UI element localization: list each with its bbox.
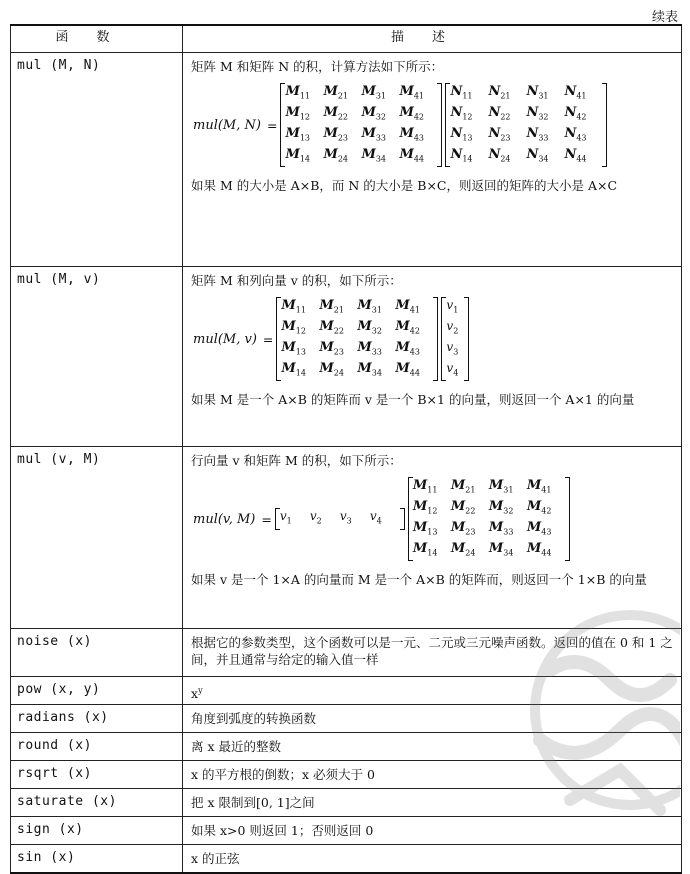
matrix-cell xyxy=(564,146,602,168)
matrix-cell-symbol: M xyxy=(323,125,338,141)
matrix-cell-symbol: N xyxy=(488,104,501,120)
matrix-cell xyxy=(281,297,319,319)
matrix-cell xyxy=(450,125,488,147)
vector-cell xyxy=(446,360,464,381)
matrix-cell-subscript: 13 xyxy=(295,347,306,357)
matrix-cell-subscript: 12 xyxy=(462,112,473,122)
equals-sign: = xyxy=(266,117,278,133)
matrix-cell-symbol: M xyxy=(281,339,296,355)
matrix-cell-subscript: 33 xyxy=(375,133,387,143)
matrix-m xyxy=(408,477,570,561)
matrix-cell-symbol: N xyxy=(526,83,539,99)
matrix-cell xyxy=(488,104,526,126)
matrix-cell-subscript: 14 xyxy=(427,548,438,558)
matrix-cell-symbol: M xyxy=(323,83,338,99)
matrix-cell-subscript: 41 xyxy=(409,305,420,315)
func-description: x 的平方根的倒数；x 必须大于 0 xyxy=(183,761,682,789)
matrix-cell-subscript: 22 xyxy=(333,326,344,336)
matrix-cell-symbol: M xyxy=(323,104,338,120)
matrix-cell xyxy=(395,360,433,382)
table-row-round xyxy=(11,733,682,761)
matrix-cell-symbol: M xyxy=(395,318,410,334)
vector-cell-symbol: v xyxy=(446,318,454,333)
matrix-cell-subscript: 41 xyxy=(413,91,425,101)
matrix-cell-subscript: 11 xyxy=(295,305,306,315)
row-vector-v xyxy=(275,508,405,530)
matrix-cell-symbol: M xyxy=(412,477,428,493)
func-description: 根据它的参数类型，这个函数可以是一元、二元或三元噪声函数。返回的值在 0 和 1 之间，并且通常与给定的输入值一样 xyxy=(183,629,682,677)
matrix-cell-subscript: 34 xyxy=(538,154,549,164)
func-description xyxy=(183,267,682,447)
vector-cell xyxy=(446,297,464,318)
matrix-cell-symbol: N xyxy=(564,125,577,141)
matrix-cell xyxy=(527,498,565,520)
vector-cell xyxy=(446,339,464,360)
func-description xyxy=(183,53,682,267)
func-description: 把 x 限制到[0, 1]之间 xyxy=(183,789,682,817)
vector-cell xyxy=(310,508,340,529)
vector-cell-subscript: 3 xyxy=(453,347,459,357)
vector-cell-subscript: 4 xyxy=(453,368,459,378)
matrix-cell-symbol: N xyxy=(526,146,539,162)
header-function: 函数 xyxy=(11,25,183,53)
column-vector-v xyxy=(441,297,469,381)
matrix-cell-subscript: 32 xyxy=(538,112,549,122)
matrix-cell xyxy=(413,540,451,562)
matrix-cell-subscript: 11 xyxy=(462,91,473,101)
matrix-cell-subscript: 33 xyxy=(503,527,514,537)
func-description: 角度到弧度的转换函数 xyxy=(183,705,682,733)
matrix-cell xyxy=(451,477,489,499)
matrix-cell-subscript: 34 xyxy=(371,368,382,378)
vector-cell xyxy=(340,508,370,529)
matrix-cell-symbol: M xyxy=(488,498,504,514)
matrix-cell-symbol: M xyxy=(488,477,504,493)
matrix-cell-subscript: 31 xyxy=(503,485,514,495)
table-row-noise xyxy=(11,629,682,677)
desc-intro: 行向量 v 和矩阵 M 的积，如下所示： xyxy=(191,453,402,468)
matrix-cell-symbol: M xyxy=(361,83,376,99)
matrix-cell-subscript: 43 xyxy=(413,133,425,143)
matrix-cell-subscript: 31 xyxy=(371,305,382,315)
matrix-cell xyxy=(399,125,437,147)
matrix-cell xyxy=(323,146,361,168)
matrix-cell xyxy=(285,125,323,147)
matrix-cell-symbol: M xyxy=(357,360,372,376)
matrix-cell-symbol: M xyxy=(526,498,542,514)
matrix-cell-symbol: M xyxy=(399,146,414,162)
matrix-cell-symbol: M xyxy=(361,146,376,162)
formula xyxy=(193,297,673,381)
matrix-cell-subscript: 23 xyxy=(333,347,344,357)
table-row-radians xyxy=(11,705,682,733)
matrix-cell-symbol: M xyxy=(395,360,410,376)
desc-note: 如果 M 的大小是 A×B，而 N 的大小是 B×C，则返回的矩阵的大小是 A×C xyxy=(191,178,618,193)
matrix-cell-subscript: 21 xyxy=(333,305,344,315)
table-header-row xyxy=(11,25,682,53)
vector-cell-symbol: v xyxy=(369,509,377,524)
desc-intro: 矩阵 M 和列向量 v 的积，如下所示： xyxy=(191,273,402,288)
matrix-cell-subscript: 12 xyxy=(427,506,438,516)
matrix-cell xyxy=(323,125,361,147)
matrix-cell xyxy=(395,318,433,340)
matrix-cell xyxy=(281,339,319,361)
matrix-cell-symbol: N xyxy=(488,146,501,162)
func-name: pow (x, y) xyxy=(11,677,183,705)
func-name: round (x) xyxy=(11,733,183,761)
matrix-cell xyxy=(489,498,527,520)
vector-cell-symbol: v xyxy=(309,509,317,524)
matrix-cell-symbol: N xyxy=(526,125,539,141)
matrix-cell-symbol: M xyxy=(399,125,414,141)
vector-cell-symbol: v xyxy=(446,360,454,375)
matrix-cell-subscript: 23 xyxy=(337,133,349,143)
matrix-cell-symbol: M xyxy=(319,318,334,334)
matrix-cell xyxy=(451,498,489,520)
table-row-mul-mn xyxy=(11,53,682,267)
matrix-cell xyxy=(489,540,527,562)
matrix-cell-subscript: 13 xyxy=(427,527,438,537)
matrix-cell-subscript: 44 xyxy=(413,154,425,164)
vector-cell-subscript: 4 xyxy=(376,516,382,526)
matrix-cell-symbol: M xyxy=(357,318,372,334)
matrix-m xyxy=(280,83,442,167)
matrix-cell-subscript: 42 xyxy=(541,506,552,516)
matrix-cell-symbol: M xyxy=(395,339,410,355)
matrix-cell-subscript: 11 xyxy=(299,91,311,101)
matrix-cell xyxy=(488,146,526,168)
matrix-cell-subscript: 24 xyxy=(465,548,476,558)
matrix-cell-subscript: 22 xyxy=(337,112,349,122)
matrix-cell xyxy=(488,83,526,105)
matrix-n xyxy=(445,83,607,167)
matrix-cell-subscript: 42 xyxy=(413,112,425,122)
matrix-cell-symbol: M xyxy=(412,498,428,514)
matrix-cell xyxy=(323,83,361,105)
matrix-cell xyxy=(319,318,357,340)
matrix-cell-subscript: 31 xyxy=(375,91,387,101)
matrix-cell-subscript: 24 xyxy=(500,154,511,164)
pow-exponent: y xyxy=(198,686,203,695)
matrix-cell-subscript: 44 xyxy=(541,548,552,558)
matrix-cell-subscript: 31 xyxy=(538,91,549,101)
matrix-cell-subscript: 33 xyxy=(371,347,382,357)
matrix-cell-subscript: 21 xyxy=(500,91,511,101)
matrix-cell xyxy=(357,360,395,382)
matrix-cell xyxy=(413,498,451,520)
matrix-cell xyxy=(361,83,399,105)
matrix-cell xyxy=(526,104,564,126)
matrix-cell xyxy=(285,104,323,126)
matrix-cell-subscript: 23 xyxy=(465,527,476,537)
table-row-mul-vm xyxy=(11,447,682,629)
table-row-pow xyxy=(11,677,682,705)
matrix-cell-symbol: N xyxy=(450,146,463,162)
matrix-cell xyxy=(450,104,488,126)
vector-cell-subscript: 3 xyxy=(346,516,352,526)
matrix-cell xyxy=(285,83,323,105)
matrix-cell-symbol: M xyxy=(285,83,300,99)
matrix-cell xyxy=(281,360,319,382)
matrix-cell-symbol: M xyxy=(526,477,542,493)
matrix-cell-subscript: 14 xyxy=(295,368,306,378)
matrix-cell-symbol: N xyxy=(450,104,463,120)
func-description xyxy=(183,677,682,705)
func-description: x 的正弦 xyxy=(183,845,682,873)
func-name: noise (x) xyxy=(11,629,183,677)
matrix-cell xyxy=(399,104,437,126)
matrix-cell xyxy=(564,104,602,126)
matrix-cell-symbol: M xyxy=(319,339,334,355)
matrix-cell-subscript: 22 xyxy=(465,506,476,516)
matrix-cell xyxy=(323,104,361,126)
matrix-cell xyxy=(489,477,527,499)
matrix-cell-subscript: 12 xyxy=(295,326,306,336)
matrix-cell-subscript: 22 xyxy=(500,112,511,122)
matrix-cell-subscript: 42 xyxy=(409,326,420,336)
func-name: saturate (x) xyxy=(11,789,183,817)
matrix-cell-subscript: 43 xyxy=(541,527,552,537)
func-name: radians (x) xyxy=(11,705,183,733)
vector-cell-symbol: v xyxy=(279,509,287,524)
func-description xyxy=(183,447,682,629)
func-name: sin (x) xyxy=(11,845,183,873)
matrix-cell-symbol: M xyxy=(357,339,372,355)
func-name: sign (x) xyxy=(11,817,183,845)
matrix-cell xyxy=(395,339,433,361)
matrix-cell xyxy=(450,83,488,105)
matrix-cell xyxy=(357,339,395,361)
matrix-cell-symbol: M xyxy=(412,519,428,535)
matrix-cell xyxy=(489,519,527,541)
matrix-cell xyxy=(450,146,488,168)
matrix-cell xyxy=(395,297,433,319)
equals-sign: = xyxy=(261,511,272,527)
table-row-saturate xyxy=(11,789,682,817)
matrix-cell xyxy=(361,146,399,168)
formula xyxy=(193,83,673,167)
vector-cell-symbol: v xyxy=(339,509,347,524)
matrix-cell-subscript: 21 xyxy=(337,91,349,101)
matrix-cell-symbol: M xyxy=(319,360,334,376)
matrix-cell xyxy=(281,318,319,340)
matrix-cell-symbol: M xyxy=(488,519,504,535)
matrix-cell-symbol: M xyxy=(319,297,334,313)
pow-base: x xyxy=(191,686,199,702)
table-row-rsqrt xyxy=(11,761,682,789)
matrix-cell-subscript: 11 xyxy=(427,485,438,495)
continued-label: 续表 xyxy=(651,10,678,25)
formula-lhs: mul(M, v) xyxy=(193,331,257,347)
table-row-sin xyxy=(11,845,682,873)
matrix-cell xyxy=(527,540,565,562)
vector-cell xyxy=(370,508,400,529)
matrix-cell-symbol: M xyxy=(488,540,504,556)
matrix-cell-symbol: M xyxy=(450,519,466,535)
matrix-cell xyxy=(564,83,602,105)
matrix-cell xyxy=(526,125,564,147)
matrix-cell-symbol: M xyxy=(281,318,296,334)
matrix-cell-symbol: N xyxy=(450,125,463,141)
matrix-cell-symbol: M xyxy=(361,104,376,120)
matrix-cell-subscript: 43 xyxy=(576,133,587,143)
func-name: mul (M, v) xyxy=(11,267,183,447)
matrix-cell-symbol: M xyxy=(450,477,466,493)
matrix-cell-symbol: M xyxy=(361,125,376,141)
matrix-cell-symbol: N xyxy=(564,83,577,99)
func-description: 离 x 最近的整数 xyxy=(183,733,682,761)
table-row-mul-mv xyxy=(11,267,682,447)
matrix-cell-subscript: 33 xyxy=(538,133,549,143)
matrix-cell-symbol: M xyxy=(285,125,300,141)
formula-lhs: mul(v, M) xyxy=(193,511,256,527)
matrix-cell xyxy=(564,125,602,147)
matrix-cell-subscript: 12 xyxy=(299,112,311,122)
matrix-cell-symbol: M xyxy=(450,498,466,514)
matrix-cell-subscript: 43 xyxy=(409,347,420,357)
matrix-cell-subscript: 32 xyxy=(375,112,387,122)
func-description: 如果 x>0 则返回 1；否则返回 0 xyxy=(183,817,682,845)
matrix-cell-subscript: 21 xyxy=(465,485,476,495)
matrix-cell-symbol: N xyxy=(488,83,501,99)
matrix-cell-symbol: N xyxy=(526,104,539,120)
matrix-cell-subscript: 34 xyxy=(503,548,514,558)
matrix-cell-subscript: 24 xyxy=(337,154,349,164)
matrix-cell-subscript: 41 xyxy=(576,91,587,101)
matrix-cell xyxy=(488,125,526,147)
vector-cell-subscript: 1 xyxy=(286,516,292,526)
matrix-cell-subscript: 42 xyxy=(576,112,587,122)
vector-cell xyxy=(280,508,310,529)
matrix-cell-symbol: M xyxy=(323,146,338,162)
matrix-cell-subscript: 41 xyxy=(541,485,552,495)
matrix-cell-subscript: 24 xyxy=(333,368,344,378)
matrix-cell xyxy=(285,146,323,168)
matrix-cell-symbol: M xyxy=(285,104,300,120)
func-name: mul (v, M) xyxy=(11,447,183,629)
equals-sign: = xyxy=(262,331,274,347)
matrix-cell-subscript: 14 xyxy=(462,154,473,164)
matrix-cell-subscript: 23 xyxy=(500,133,511,143)
matrix-cell-symbol: M xyxy=(281,297,296,313)
matrix-cell xyxy=(357,318,395,340)
matrix-cell xyxy=(319,339,357,361)
matrix-cell xyxy=(399,83,437,105)
matrix-cell-symbol: M xyxy=(450,540,466,556)
vector-cell-symbol: v xyxy=(446,297,454,312)
header-description: 描述 xyxy=(183,25,682,53)
matrix-cell-subscript: 13 xyxy=(299,133,311,143)
matrix-cell-symbol: N xyxy=(488,125,501,141)
matrix-cell-symbol: M xyxy=(526,519,542,535)
function-table xyxy=(10,24,682,874)
matrix-cell-symbol: M xyxy=(395,297,410,313)
matrix-cell-symbol: M xyxy=(285,146,300,162)
vector-cell-subscript: 2 xyxy=(453,326,459,336)
matrix-cell xyxy=(451,519,489,541)
vector-cell xyxy=(446,318,464,339)
matrix-cell xyxy=(526,83,564,105)
matrix-cell-symbol: N xyxy=(564,146,577,162)
matrix-cell-subscript: 32 xyxy=(503,506,514,516)
matrix-cell xyxy=(526,146,564,168)
matrix-cell-subscript: 14 xyxy=(299,154,311,164)
table-row-sign xyxy=(11,817,682,845)
matrix-cell xyxy=(527,477,565,499)
matrix-m xyxy=(276,297,438,381)
func-name: rsqrt (x) xyxy=(11,761,183,789)
func-name: mul (M, N) xyxy=(11,53,183,267)
formula xyxy=(193,477,673,561)
matrix-cell-subscript: 44 xyxy=(409,368,420,378)
matrix-cell xyxy=(319,297,357,319)
matrix-cell-subscript: 13 xyxy=(462,133,473,143)
vector-cell-subscript: 1 xyxy=(453,305,459,315)
desc-note: 如果 M 是一个 A×B 的矩阵而 v 是一个 B×1 的向量，则返回一个 A×1 的向量 xyxy=(191,392,635,407)
vector-cell-symbol: v xyxy=(446,339,454,354)
matrix-cell-symbol: N xyxy=(564,104,577,120)
matrix-cell xyxy=(451,540,489,562)
matrix-cell xyxy=(361,104,399,126)
matrix-cell-symbol: N xyxy=(450,83,463,99)
vector-cell-subscript: 2 xyxy=(316,516,322,526)
matrix-cell-symbol: M xyxy=(357,297,372,313)
desc-note: 如果 v 是一个 1×A 的向量而 M 是一个 A×B 的矩阵而，则返回一个 1×B 的向量 xyxy=(191,572,647,587)
matrix-cell xyxy=(399,146,437,168)
matrix-cell-symbol: M xyxy=(526,540,542,556)
matrix-cell xyxy=(527,519,565,541)
matrix-cell-subscript: 32 xyxy=(371,326,382,336)
matrix-cell xyxy=(319,360,357,382)
matrix-cell-symbol: M xyxy=(399,83,414,99)
matrix-cell xyxy=(413,477,451,499)
matrix-cell xyxy=(361,125,399,147)
matrix-cell xyxy=(357,297,395,319)
formula-lhs: mul(M, N) xyxy=(193,117,261,133)
matrix-cell-symbol: M xyxy=(281,360,296,376)
matrix-cell-subscript: 34 xyxy=(375,154,387,164)
desc-intro: 矩阵 M 和矩阵 N 的积，计算方法如下所示： xyxy=(191,59,444,74)
matrix-cell-symbol: M xyxy=(412,540,428,556)
matrix-cell-subscript: 44 xyxy=(576,154,587,164)
matrix-cell xyxy=(413,519,451,541)
matrix-cell-symbol: M xyxy=(399,104,414,120)
